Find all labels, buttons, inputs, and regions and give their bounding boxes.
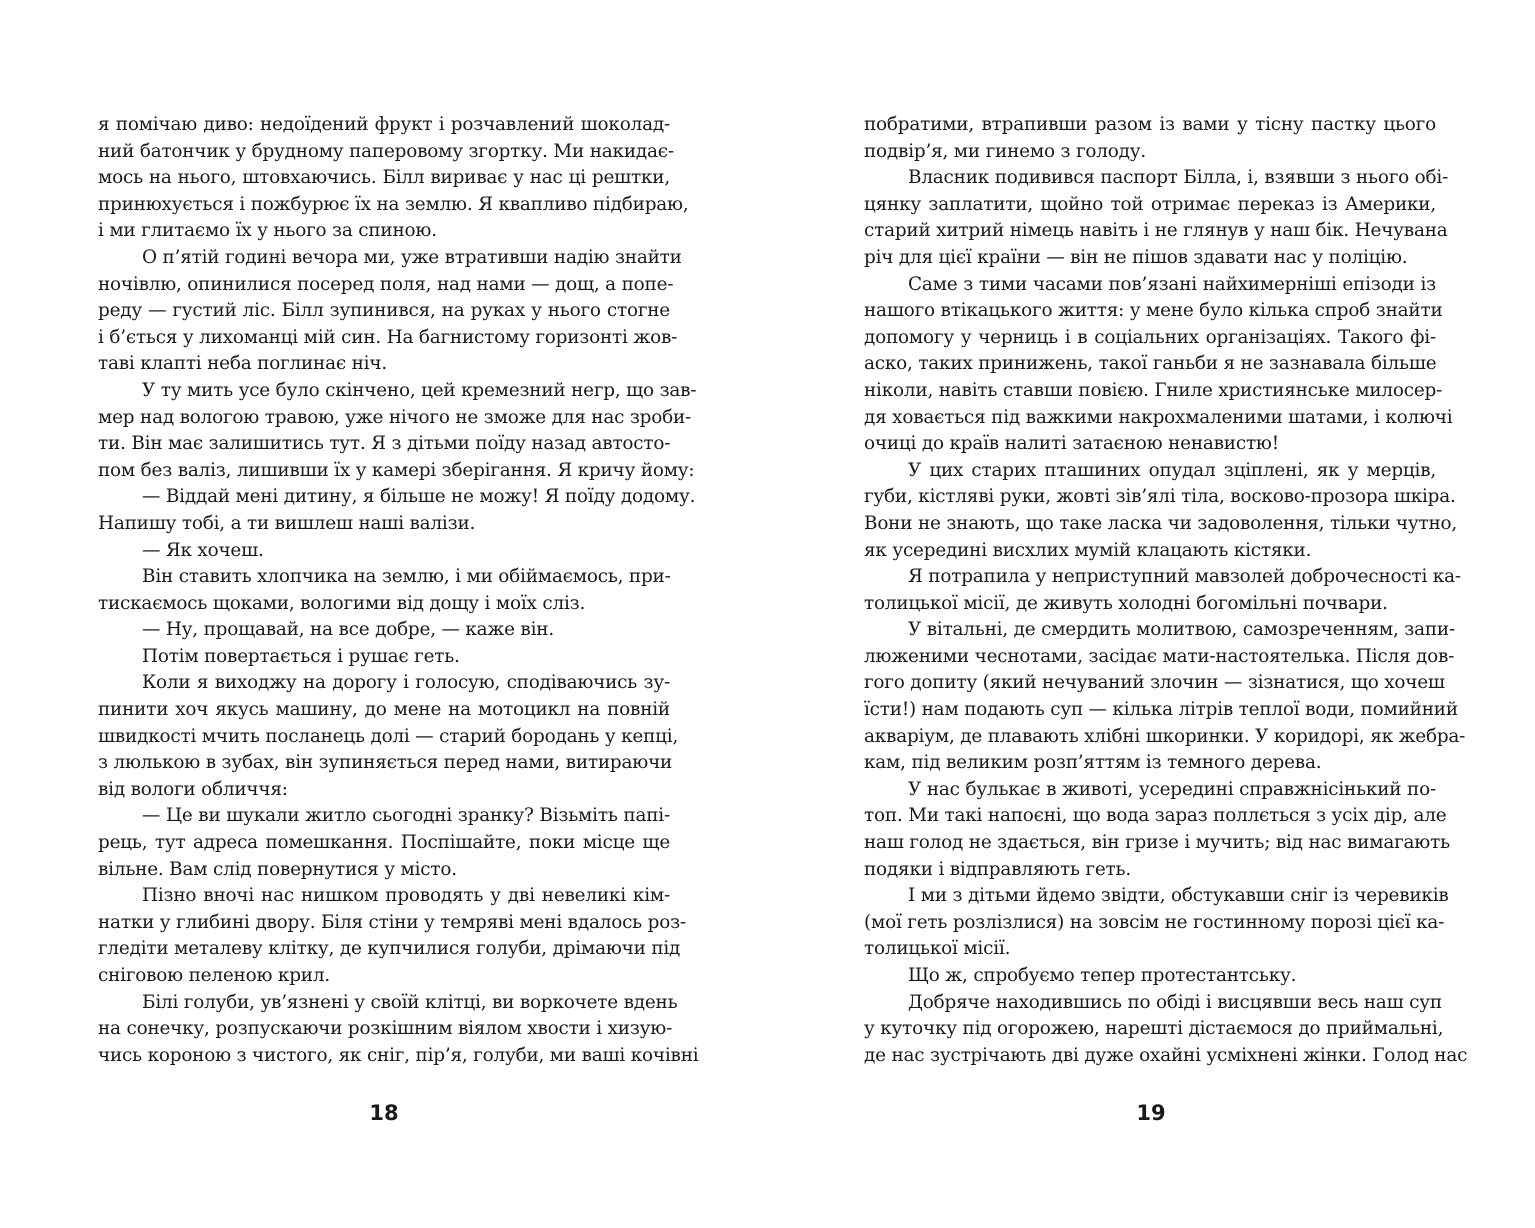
text-line: як усередині висхлих мумій клацають кістяки. bbox=[864, 539, 1312, 561]
text-line: І ми з дітьми йдемо звідти, обстукавши сніг із черевиків bbox=[908, 885, 1449, 907]
text-line: очиці до країв налиті затаєною ненавистю! bbox=[864, 433, 1279, 455]
text-line: побратими, втрапивши разом із вами у тісну пастку цього bbox=[864, 114, 1436, 135]
text-line: ночівлю, опинилися посеред поля, над нами — дощ, а попе- bbox=[98, 273, 674, 295]
text-line: Пізно вночі нас нишком проводять у дві невеликі кім- bbox=[142, 885, 670, 907]
text-line: У нас булькає в животі, усередині справжнісінький по- bbox=[908, 778, 1436, 800]
text-line: аско, таких принижень, такої ганьби я не зазнавала більше bbox=[864, 353, 1437, 375]
text-line: кам, під великим розп’яттям із темного дерева. bbox=[864, 752, 1322, 774]
text-line: цянку заплатити, щойно той отримає переказ із Америки, bbox=[864, 193, 1436, 215]
text-line: річ для цієї країни — він не пішов здавати нас у поліцію. bbox=[864, 246, 1408, 268]
text-line: — Ну, прощавай, на все добре, — каже він. bbox=[142, 619, 554, 641]
text-line: гого допиту (який нечуваний злочин — зізнатися, що хочеш bbox=[864, 672, 1445, 694]
text-line: на сонечку, розпускаючи розкішним віялом хвости і хизую- bbox=[98, 1018, 673, 1040]
text-line: — Як хочеш. bbox=[142, 539, 264, 561]
text-line: допомогу у черниць і в соціальних організаціях. Такого фі- bbox=[864, 326, 1436, 348]
text-line: Напишу тобі, а ти вишлеш наші валізи. bbox=[98, 512, 476, 534]
text-line: — Віддай мені дитину, я більше не можу! Я поїду додому. bbox=[142, 486, 696, 508]
text-line: толицької місії, де живуть холодні богомільні почвари. bbox=[864, 592, 1388, 614]
text-line: Я потрапила у неприступний мавзолей доброчесності ка- bbox=[908, 566, 1461, 588]
text-line: і б’ється у лихоманці мій син. На багнистому горизонті жов- bbox=[98, 326, 678, 348]
text-line: наш голод не здається, він гризе і мучить; від нас вимагають bbox=[864, 832, 1450, 854]
text-line: гледіти металеву клітку, де купчилися голуби, дрімаючи під bbox=[98, 938, 681, 960]
text-line: нашого втікацького життя: у мене було кілька спроб знайти bbox=[864, 300, 1443, 322]
text-line: у куточку під огорожею, нарешті дістаємося до приймальні, bbox=[864, 1018, 1444, 1040]
text-line: губи, кістляві руки, жовті зів’ялі тіла, восково-прозора шкіра. bbox=[864, 486, 1456, 508]
text-line: ний батончик у брудному паперовому згортку. Ми накидає- bbox=[98, 140, 674, 162]
right-page bbox=[864, 112, 1468, 1069]
text-line: дя ховається під важкими накрохмаленими шатами, і колючі bbox=[864, 406, 1453, 428]
text-line: подяки і відправляють геть. bbox=[864, 858, 1131, 880]
text-line: толицької місії. bbox=[864, 938, 1011, 960]
text-line: Добряче находившись по обіді і висцявши весь наш суп bbox=[908, 991, 1442, 1013]
text-line: тискаємось щоками, вологими від дощу і моїх сліз. bbox=[98, 592, 586, 614]
text-line: мось на нього, штовхаючись. Білл вириває у нас ці рештки, bbox=[98, 167, 670, 189]
text-line: люженими чеснотами, засідає мати-настоятелька. Після дов- bbox=[864, 645, 1455, 667]
text-line: сніговою пеленою крил. bbox=[98, 965, 330, 986]
text-line: Потім повертається і рушає геть. bbox=[142, 645, 460, 667]
text-line: швидкості мчить посланець долі — старий бородань у кепці, bbox=[98, 725, 679, 747]
text-line: Він ставить хлопчика на землю, і ми обіймаємось, при- bbox=[142, 566, 671, 588]
text-line: вільне. Вам слід повернутися у місто. bbox=[98, 858, 457, 880]
text-line: пинити хоч якусь машину, до мене на мотоцикл на повній bbox=[98, 699, 670, 721]
text-line: Білі голуби, ув’язнені у своїй клітці, ви воркочете вдень bbox=[142, 991, 678, 1013]
text-line: Що ж, спробуємо тепер протестантську. bbox=[908, 965, 1297, 986]
text-line: і ми глитаємо їх у нього за спиною. bbox=[98, 220, 437, 242]
page-number: 18 bbox=[369, 1101, 399, 1125]
text-line: рець, тут адреса помешкання. Поспішайте, поки місце ще bbox=[98, 832, 670, 854]
text-line: О п’ятій годині вечора ми, уже втративши надію знайти bbox=[142, 246, 682, 268]
text-line: У цих старих пташиних опудал зціплені, як у мерців, bbox=[908, 459, 1436, 481]
text-line: У вітальні, де смердить молитвою, самозреченням, запи- bbox=[908, 619, 1455, 641]
text-line: Саме з тими часами пов’язані найхимерніші епізоди із bbox=[908, 273, 1436, 295]
text-line: принюхується і пожбурює їх на землю. Я квапливо підбираю, bbox=[98, 193, 689, 215]
text-line: У ту мить усе було скінчено, цей кремезний негр, що зав- bbox=[142, 379, 697, 401]
text-line: Коли я виходжу на дорогу і голосую, сподіваючись зу- bbox=[142, 672, 670, 694]
text-line: з люлькою в зубах, він зупиняється перед нами, витираючи bbox=[98, 752, 673, 774]
text-line: натки у глибині двору. Біля стіни у темряві мені вдалось роз- bbox=[98, 911, 686, 933]
text-line: де нас зустрічають дві дуже охайні усміхнені жінки. Голод нас bbox=[864, 1044, 1468, 1066]
text-line: Власник подивився паспорт Білла, і, взявши з нього обі- bbox=[908, 167, 1449, 189]
left-page bbox=[98, 112, 699, 1069]
page-number: 19 bbox=[1136, 1101, 1166, 1125]
text-line: Вони не знають, що таке ласка чи задоволення, тільки чутно, bbox=[864, 512, 1458, 534]
text-line: подвір’я, ми гинемо з голоду. bbox=[864, 140, 1146, 162]
text-line: — Це ви шукали житло сьогодні зранку? Візьміть папі- bbox=[142, 805, 670, 827]
text-line: таві клапті неба поглинає ніч. bbox=[98, 353, 387, 375]
text-line: чись короною з чистого, як сніг, пір’я, голуби, ми ваші кочівні bbox=[98, 1044, 699, 1066]
text-line: старий хитрий німець навіть і не глянув у наш бік. Нечувана bbox=[864, 220, 1448, 242]
text-line: я помічаю диво: недоїдений фрукт і розчавлений шоколад- bbox=[98, 114, 670, 135]
text-line: (мої геть розлізлися) на зовсім не гостинному порозі цієї ка- bbox=[864, 911, 1445, 933]
text-line: топ. Ми такі напоєні, що вода зараз поллється з усіх дір, але bbox=[864, 805, 1447, 827]
text-line: від вологи обличчя: bbox=[98, 778, 288, 800]
text-line: мер над вологою травою, уже нічого не зможе для нас зроби- bbox=[98, 406, 692, 428]
text-line: акваріум, де плавають хлібні шкоринки. У коридорі, як жебра- bbox=[864, 725, 1466, 747]
text-line: ніколи, навіть ставши повією. Гниле християнське милосер- bbox=[864, 379, 1443, 401]
text-line: ти. Він має залишитись тут. Я з дітьми поїду назад автосто- bbox=[98, 433, 671, 455]
text-line: їсти!) нам подають суп — кілька літрів теплої води, помийний bbox=[864, 699, 1458, 721]
text-line: пом без валіз, лишивши їх у камері зберігання. Я кричу йому: bbox=[98, 459, 695, 481]
text-line: реду — густий ліс. Білл зупинився, на руках у нього стогне bbox=[98, 300, 670, 322]
